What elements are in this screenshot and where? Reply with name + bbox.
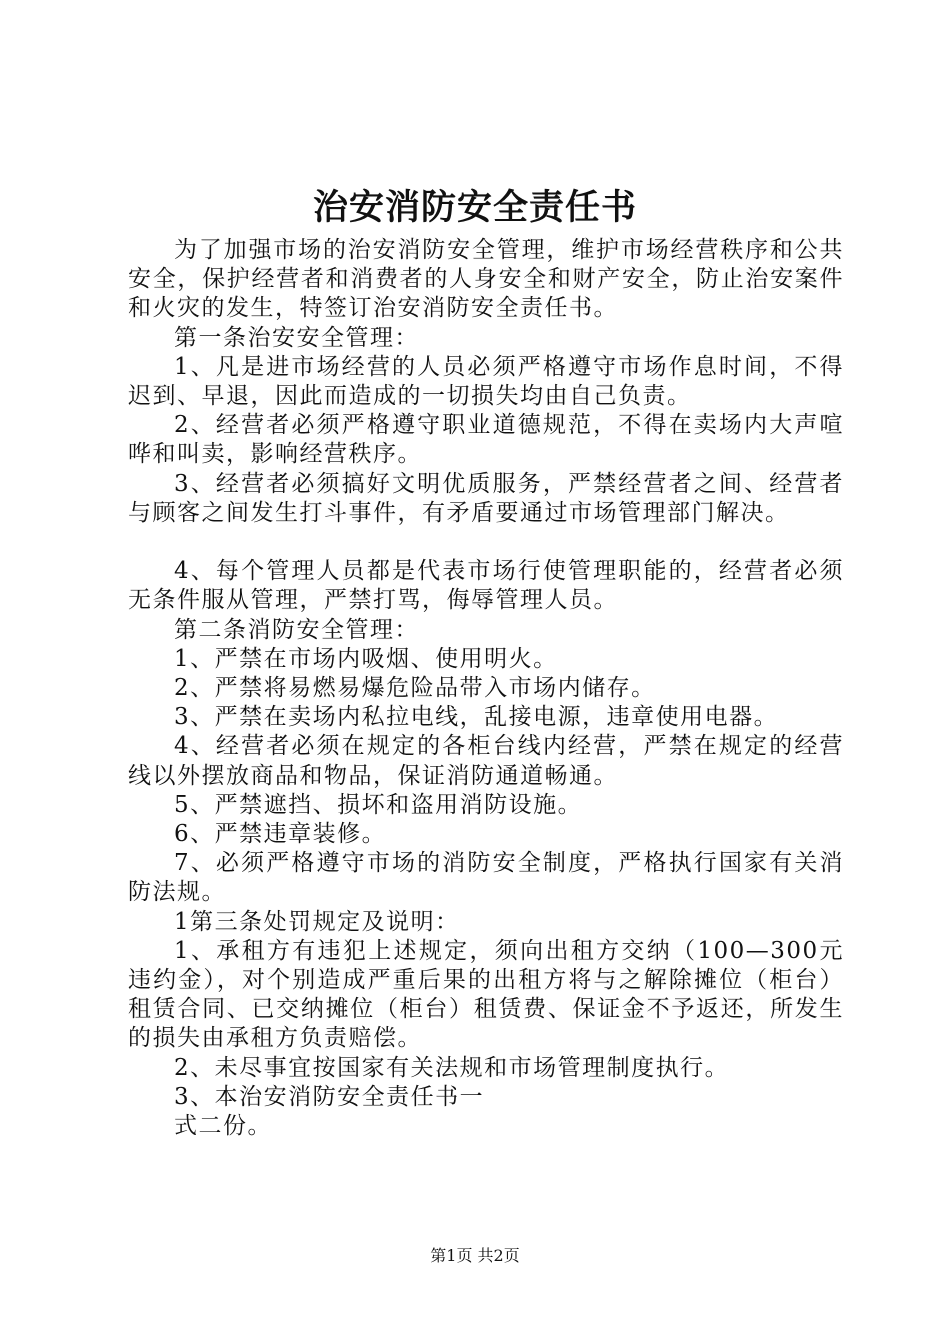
paragraph-item: 2、严禁将易燃易爆危险品带入市场内储存。 <box>174 675 656 702</box>
paragraph-item: 1、凡是进市场经营的人员必须严格遵守市场作息时间，不得迟到、早退，因此而造成的一切损失均由自己负责。 <box>128 353 844 410</box>
section-heading-2: 第二条消防安全管理： <box>174 616 419 643</box>
section-heading-3: 1第三条处罚规定及说明： <box>174 908 460 935</box>
document-body <box>128 236 844 1141</box>
paragraph-item: 3、经营者必须搞好文明优质服务，严禁经营者之间、经营者与顾客之间发生打斗事件，有矛盾要通过市场管理部门解决。 <box>128 470 844 526</box>
paragraph-item: 1、承租方有违犯上述规定，须向出租方交纳（100—300元违约金），对个别造成严重后果的出租方将与之解除摊位（柜台）租赁合同、已交纳摊位（柜台）租赁费、保证金不予返还，所发生的损失由承租方负责赔偿。 <box>128 937 844 1052</box>
paragraph-item: 2、经营者必须严格遵守职业道德规范，不得在卖场内大声喧哗和叫卖，影响经营秩序。 <box>128 412 844 468</box>
paragraph-item: 1、严禁在市场内吸烟、使用明火。 <box>174 645 558 672</box>
section-heading-1: 第一条治安安全管理： <box>174 324 419 351</box>
page-footer: 第1页 共2页 <box>430 1246 520 1265</box>
paragraph-item: 3、本治安消防安全责任书一 <box>174 1083 485 1110</box>
paragraph-item: 4、每个管理人员都是代表市场行使管理职能的，经营者必须无条件服从管理，严禁打骂，侮辱管理人员。 <box>128 558 844 614</box>
paragraph-item: 6、严禁违章装修。 <box>174 821 387 848</box>
document-title: 治安消防安全责任书 <box>312 187 637 228</box>
paragraph-intro: 为了加强市场的治安消防安全管理，维护市场经营秩序和公共安全，保护经营者和消费者的人身安全和财产安全，防止治安案件和火灾的发生，特签订治安消防安全责任书。 <box>128 237 844 322</box>
paragraph-item: 7、必须严格遵守市场的消防安全制度，严格执行国家有关消防法规。 <box>128 850 844 906</box>
paragraph-item: 4、经营者必须在规定的各柜台线内经营，严禁在规定的经营线以外摆放商品和物品，保证消防通道畅通。 <box>128 733 844 789</box>
paragraph-item: 式二份。 <box>174 1113 272 1140</box>
paragraph-item: 5、严禁遮挡、损坏和盗用消防设施。 <box>174 791 583 818</box>
paragraph-item: 3、严禁在卖场内私拉电线，乱接电源，违章使用电器。 <box>174 704 779 731</box>
paragraph-item: 2、未尽事宜按国家有关法规和市场管理制度执行。 <box>174 1054 730 1081</box>
